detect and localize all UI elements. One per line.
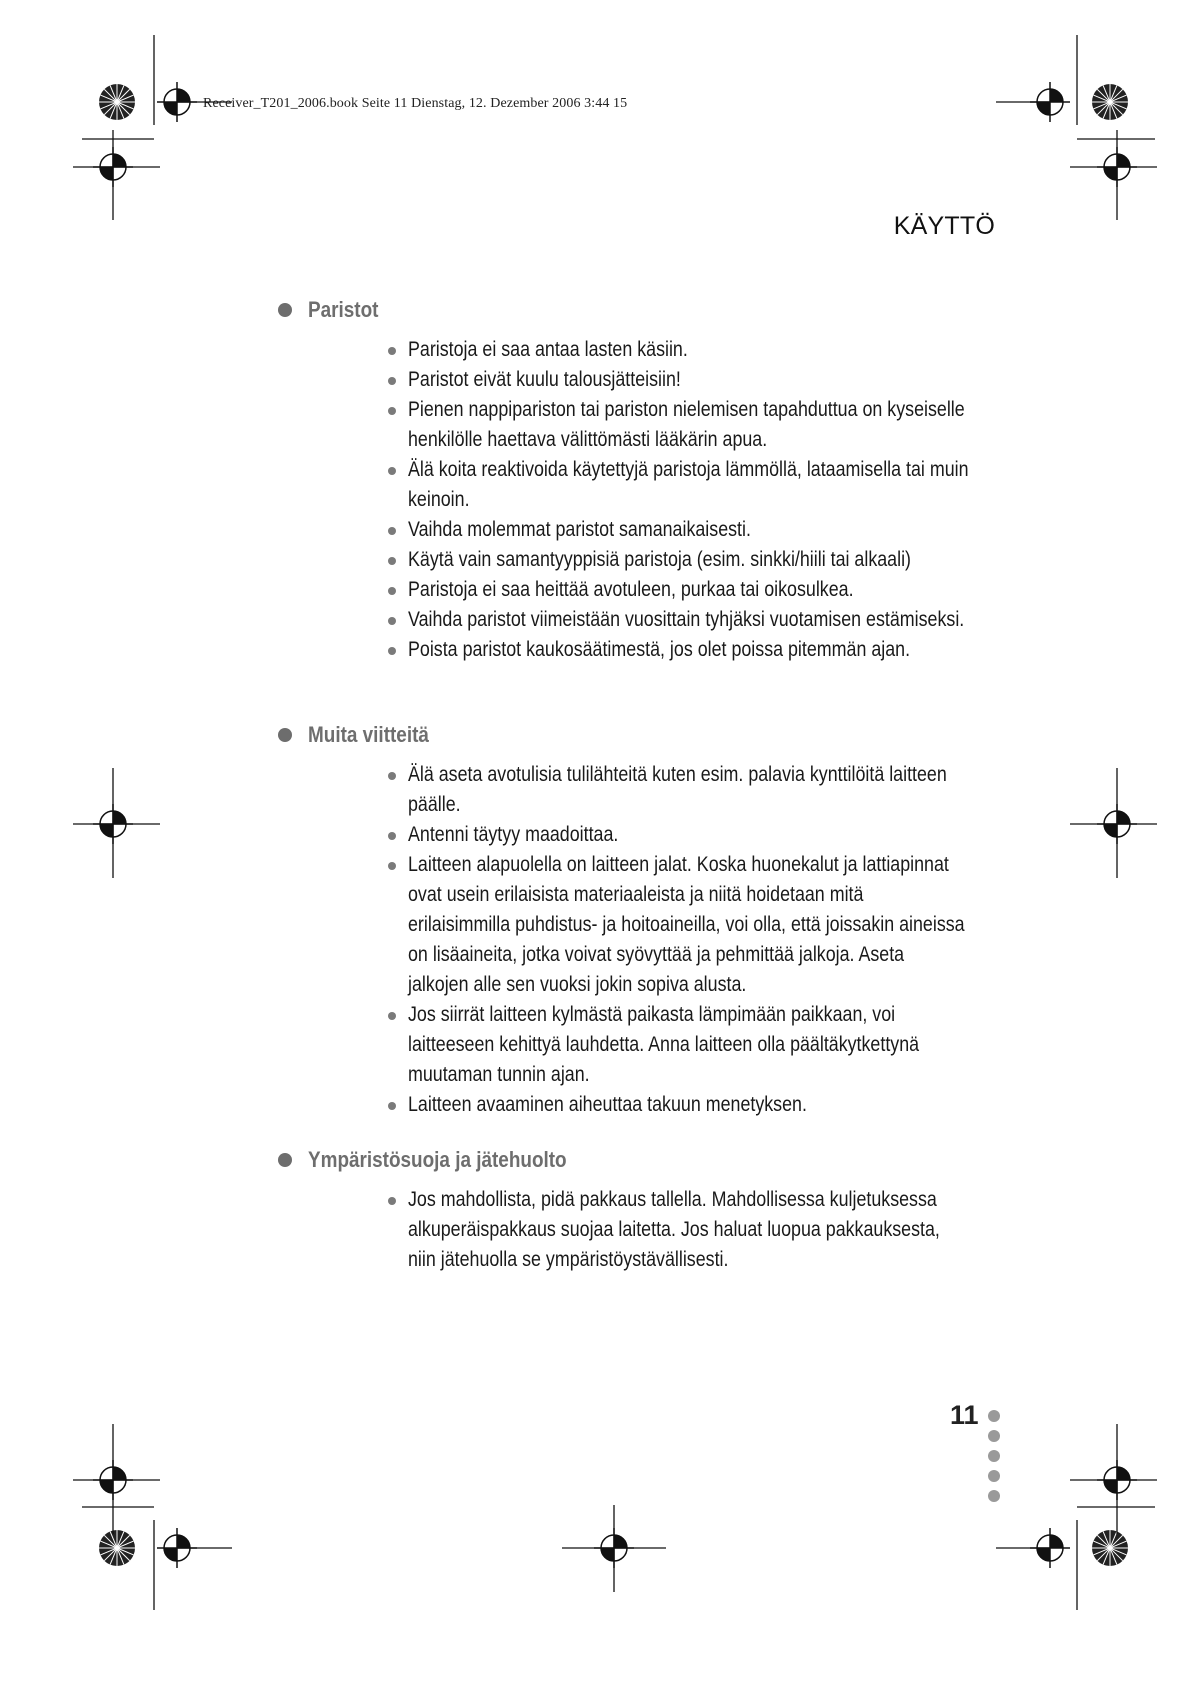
section-title: Paristot <box>308 297 379 322</box>
list-item: Laitteen avaaminen aiheuttaa takuun menetyksen. <box>408 1090 998 1120</box>
section-title: Ympäristösuoja ja jätehuolto <box>308 1147 567 1172</box>
list-item: Paristoja ei saa antaa lasten käsiin. <box>408 335 998 365</box>
section-title: Muita viitteitä <box>308 722 429 747</box>
list-item: Paristot eivät kuulu talousjätteisiin! <box>408 365 998 395</box>
list-item: Paristoja ei saa heittää avotuleen, purkaa tai oikosulkea. <box>408 575 998 605</box>
list-item: Poista paristot kaukosäätimestä, jos olet poissa pitemmän ajan. <box>408 635 998 665</box>
print-header: Receiver_T201_2006.book Seite 11 Dienstag, 12. Dezember 2006 3:44 15 <box>203 96 628 111</box>
list-item: Jos siirrät laitteen kylmästä paikasta lämpimään paikkaan, voi laitteeseen kehittyä lauhdetta. Anna laitteen olla päältäkytkettynä muutaman tunnin ajan. <box>408 1000 998 1090</box>
list-item: Laitteen alapuolella on laitteen jalat. Koska huonekalut ja lattiapinnat ovat usein erilaisista materiaaleista ja niitä hoidetaan mitä erilaisimmilla puhdistus- ja hoitoaineilla, voi olla, että joissakin aineissa on lisäaineita, jotka voivat syövyttää ja pehmittää jalkoja. Aseta jalkojen alle sen vuoksi jokin sopiva alusta. <box>408 850 998 1000</box>
list-item: Älä aseta avotulisia tulilähteitä kuten esim. palavia kynttilöitä laitteen päälle. <box>408 760 998 820</box>
page-number: 11 <box>950 1400 979 1430</box>
list-item: Vaihda paristot viimeistään vuosittain tyhjäksi vuotamisen estämiseksi. <box>408 605 998 635</box>
list-item: Pienen nappipariston tai pariston nielemisen tapahduttua on kyseiselle henkilölle haettava välittömästi lääkärin apua. <box>408 395 998 455</box>
list-item: Vaihda molemmat paristot samanaikaisesti. <box>408 515 998 545</box>
list-item: Älä koita reaktivoida käytettyjä paristoja lämmöllä, lataamisella tai muin keinoin. <box>408 455 998 515</box>
list-item: Käytä vain samantyyppisiä paristoja (esim. sinkki/hiili tai alkaali) <box>408 545 998 575</box>
chapter-title: KÄYTTÖ <box>893 212 995 240</box>
list-item: Jos mahdollista, pidä pakkaus tallella. Mahdollisessa kuljetuksessa alkuperäispakkaus suojaa laitetta. Jos haluat luopua pakkauksesta, niin jätehuolla se ympäristöystävällisesti. <box>408 1185 998 1275</box>
list-item: Antenni täytyy maadoittaa. <box>408 820 998 850</box>
